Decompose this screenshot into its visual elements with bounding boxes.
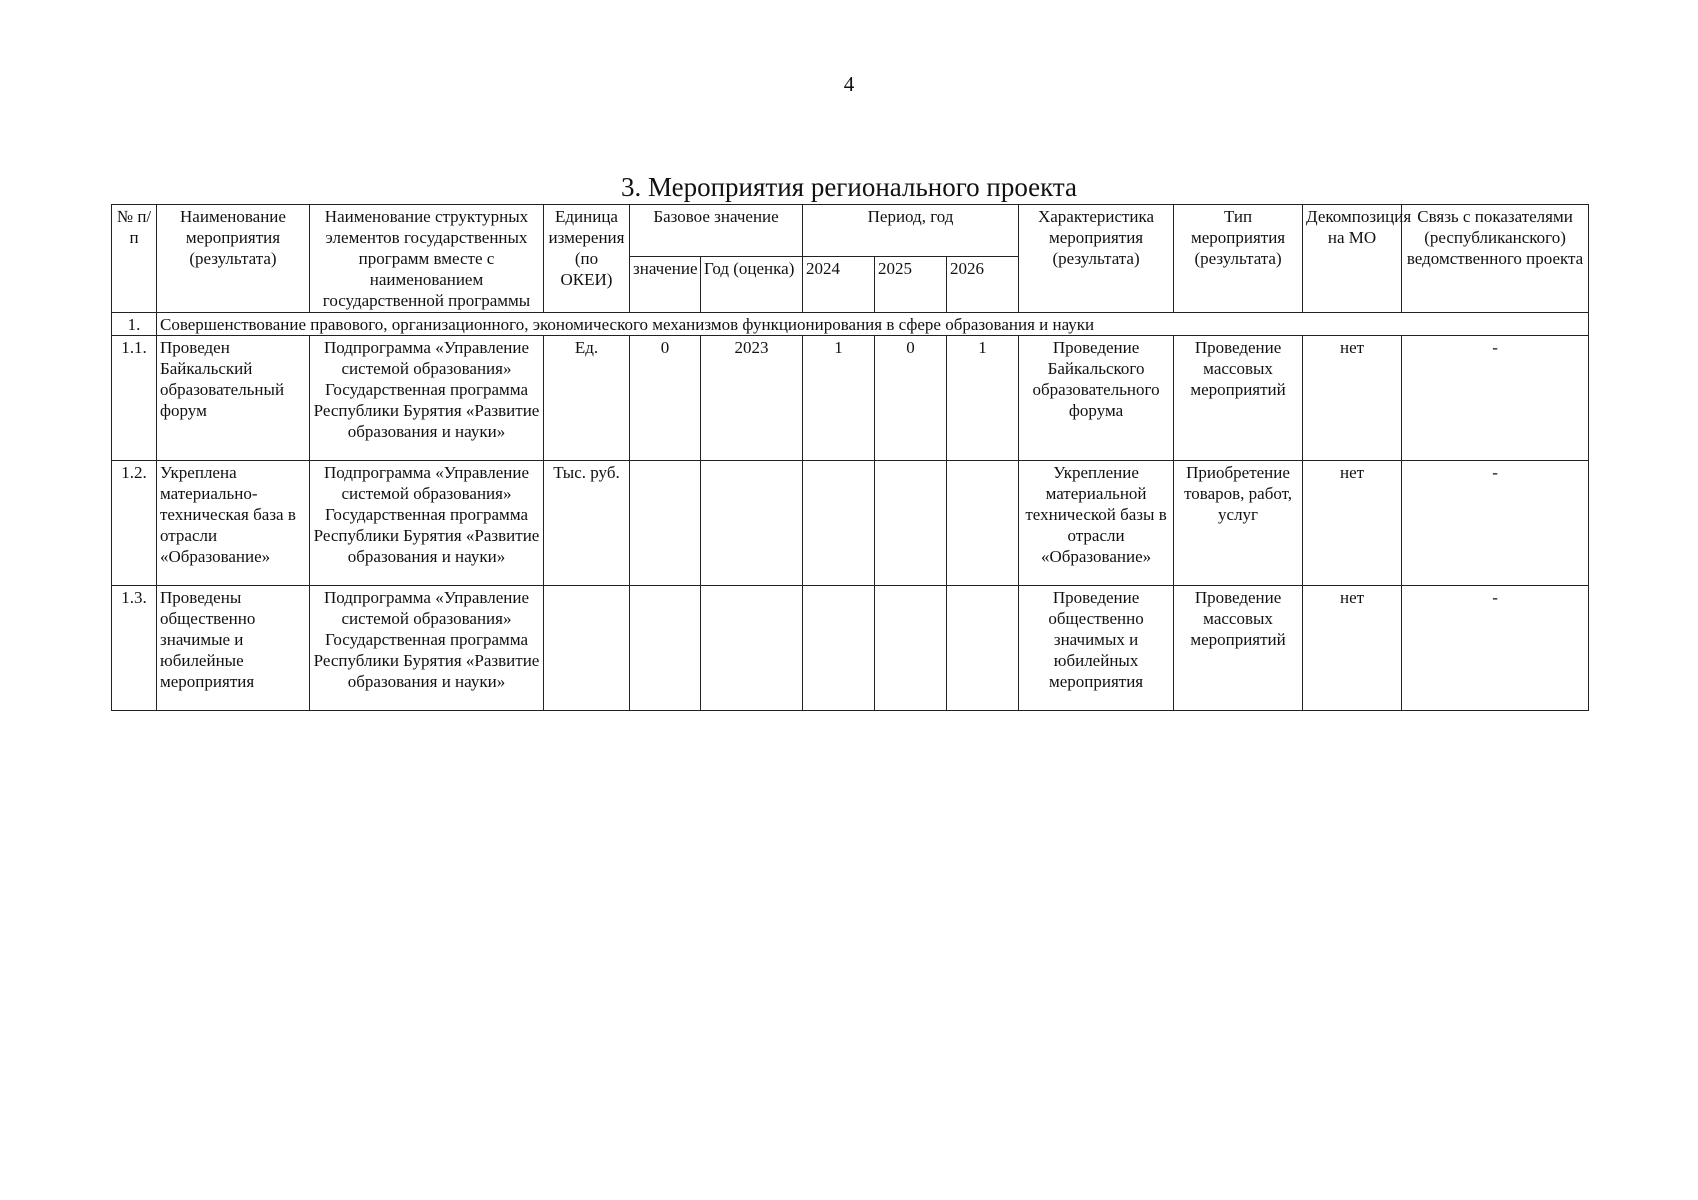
row-num: 1.3. [112, 586, 157, 711]
row-link: - [1402, 461, 1589, 586]
row-unit [544, 586, 630, 711]
header-name: Наименование мероприятия (результата) [157, 205, 310, 313]
section-num: 1. [112, 313, 157, 336]
row-2026 [947, 586, 1019, 711]
header-2024: 2024 [803, 257, 875, 313]
row-num: 1.1. [112, 336, 157, 461]
table-row [112, 586, 1589, 711]
row-unit: Тыс. руб. [544, 461, 630, 586]
row-base-value [630, 586, 701, 711]
row-base-value: 0 [630, 336, 701, 461]
row-decomposition: нет [1303, 336, 1402, 461]
row-2025: 0 [875, 336, 947, 461]
section-title: 3. Мероприятия регионального проекта [620, 172, 1078, 202]
row-structural: Подпрограмма «Управление системой образования» Государственная программа Республики Бурятия «Развитие образования и науки» [310, 586, 544, 711]
row-num: 1.2. [112, 461, 157, 586]
header-period: Период, год [803, 205, 1019, 257]
row-characteristic: Проведение общественно значимых и юбилейных мероприятия [1019, 586, 1174, 711]
row-characteristic: Проведение Байкальского образовательного форума [1019, 336, 1174, 461]
row-2025 [875, 586, 947, 711]
header-type: Тип мероприятия (результата) [1174, 205, 1303, 313]
row-unit: Ед. [544, 336, 630, 461]
row-2024: 1 [803, 336, 875, 461]
row-type: Приобретение товаров, работ, услуг [1174, 461, 1303, 586]
row-name: Проведены общественно значимые и юбилейные мероприятия [157, 586, 310, 711]
activities-table [111, 204, 1589, 711]
header-base-value: значение [630, 257, 701, 313]
row-name: Проведен Байкальский образовательный форум [157, 336, 310, 461]
row-type: Проведение массовых мероприятий [1174, 336, 1303, 461]
table-row [112, 336, 1589, 461]
page-number: 4 [843, 72, 855, 96]
row-2024 [803, 586, 875, 711]
row-decomposition: нет [1303, 461, 1402, 586]
row-decomposition: нет [1303, 586, 1402, 711]
row-base-year [701, 586, 803, 711]
row-characteristic: Укрепление материальной технической базы в отрасли «Образование» [1019, 461, 1174, 586]
header-base: Базовое значение [630, 205, 803, 257]
row-2026 [947, 461, 1019, 586]
row-link: - [1402, 336, 1589, 461]
header-unit: Единица измерения (по ОКЕИ) [544, 205, 630, 313]
header-2025: 2025 [875, 257, 947, 313]
table-row [112, 461, 1589, 586]
row-base-year [701, 461, 803, 586]
header-row-1 [112, 205, 1589, 257]
header-link: Связь с показателями (республиканского) ведомственного проекта [1402, 205, 1589, 313]
row-name: Укреплена материально-техническая база в отрасли «Образование» [157, 461, 310, 586]
header-base-year: Год (оценка) [701, 257, 803, 313]
row-2025 [875, 461, 947, 586]
section-row [112, 313, 1589, 336]
row-structural: Подпрограмма «Управление системой образования» Государственная программа Республики Бурятия «Развитие образования и науки» [310, 336, 544, 461]
header-structural: Наименование структурных элементов государственных программ вместе с наименованием государственной программы [310, 205, 544, 313]
section-text: Совершенствование правового, организационного, экономического механизмов функционирования в сфере образования и науки [157, 313, 1589, 336]
row-link: - [1402, 586, 1589, 711]
header-decomposition: Декомпозиция на МО [1303, 205, 1402, 313]
row-base-value [630, 461, 701, 586]
row-base-year: 2023 [701, 336, 803, 461]
header-num: № п/п [112, 205, 157, 313]
header-2026: 2026 [947, 257, 1019, 313]
row-2026: 1 [947, 336, 1019, 461]
row-type: Проведение массовых мероприятий [1174, 586, 1303, 711]
row-2024 [803, 461, 875, 586]
header-characteristic: Характеристика мероприятия (результата) [1019, 205, 1174, 313]
row-structural: Подпрограмма «Управление системой образования» Государственная программа Республики Бурятия «Развитие образования и науки» [310, 461, 544, 586]
